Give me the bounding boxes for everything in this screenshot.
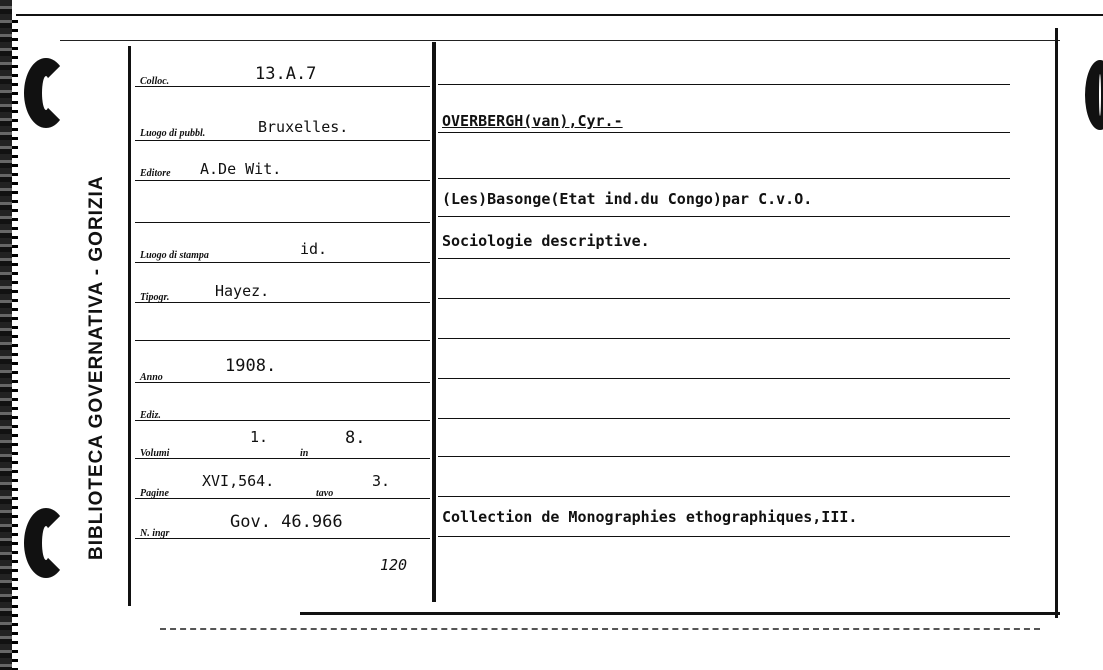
rule-luogo-stampa	[135, 262, 430, 263]
bib-title-line2: Sociologie descriptive.	[442, 232, 650, 250]
center-column-divider	[432, 42, 436, 602]
rule-n-ingr	[135, 538, 430, 539]
label-in: in	[300, 448, 309, 459]
rule-volumi	[135, 458, 430, 459]
card-right-border	[1055, 28, 1058, 618]
left-column-divider	[128, 46, 131, 606]
label-luogo-stampa: Luogo di stampa	[140, 250, 209, 261]
rule-right-10	[438, 456, 1010, 457]
bib-title-line1: (Les)Basonge(Etat ind.du Congo)par C.v.O.	[442, 190, 813, 208]
value-luogo-stampa: id.	[300, 240, 328, 258]
value-anno: 1908.	[225, 356, 277, 376]
label-pagine: Pagine	[140, 488, 169, 499]
label-ediz: Ediz.	[140, 410, 161, 421]
punch-hole-right	[1085, 60, 1103, 130]
rule-editore	[135, 180, 430, 181]
rule-right-12	[438, 536, 1010, 537]
rule-right-9	[438, 418, 1010, 419]
rule-blank	[135, 222, 430, 223]
value-pagine: XVI,564.	[202, 472, 275, 490]
label-volumi: Volumi	[140, 448, 170, 459]
rule-right-1	[438, 84, 1010, 85]
value-luogo-pubbl: Bruxelles.	[258, 118, 349, 136]
rule-anno	[135, 382, 430, 383]
label-n-ingr: N. ingr	[140, 528, 170, 539]
note-number: 120	[380, 556, 408, 574]
rule-colloc	[135, 86, 430, 87]
value-volumi: 1.	[250, 428, 269, 446]
label-editore: Editore	[140, 168, 171, 179]
card-bottom-border	[300, 612, 1060, 615]
card-top-border	[16, 14, 1103, 16]
library-stamp: BIBLIOTECA GOVERNATIVA - GORIZIA	[86, 175, 107, 560]
value-editore: A.De Wit.	[200, 160, 282, 178]
punch-hole-top	[24, 58, 68, 128]
rule-tipogr	[135, 302, 430, 303]
rule-right-4	[438, 216, 1010, 217]
rule-right-7	[438, 338, 1010, 339]
label-colloc: Colloc.	[140, 76, 170, 87]
value-tavole: 3.	[372, 472, 391, 490]
label-tipogr: Tipogr.	[140, 292, 170, 303]
bib-author: OVERBERGH(van),Cyr.-	[442, 112, 623, 130]
rule-right-6	[438, 298, 1010, 299]
label-tavole: tavo	[316, 488, 334, 499]
label-luogo-pubbl: Luogo di pubbl.	[140, 128, 206, 139]
punch-hole-bottom	[24, 508, 68, 578]
rule-right-5	[438, 258, 1010, 259]
card-left-edge-texture	[12, 20, 18, 670]
rule-pagine	[135, 498, 430, 499]
rule-luogo-pubbl	[135, 140, 430, 141]
rule-right-3	[438, 178, 1010, 179]
rule-ediz	[135, 420, 430, 421]
value-in: 8.	[345, 428, 366, 448]
value-n-ingr: Gov. 46.966	[230, 512, 343, 532]
card-top-inner-border	[60, 40, 1060, 41]
rule-right-11	[438, 496, 1010, 497]
label-anno: Anno	[140, 372, 163, 383]
value-tipogr: Hayez.	[215, 282, 270, 300]
rule-blank-2	[135, 340, 430, 341]
rule-right-2	[438, 132, 1010, 133]
bottom-dashed-line	[160, 628, 1040, 630]
bib-series: Collection de Monographies ethographiques,III.	[442, 508, 858, 526]
value-colloc: 13.A.7	[255, 64, 317, 84]
rule-right-8	[438, 378, 1010, 379]
card-left-edge	[0, 0, 12, 670]
